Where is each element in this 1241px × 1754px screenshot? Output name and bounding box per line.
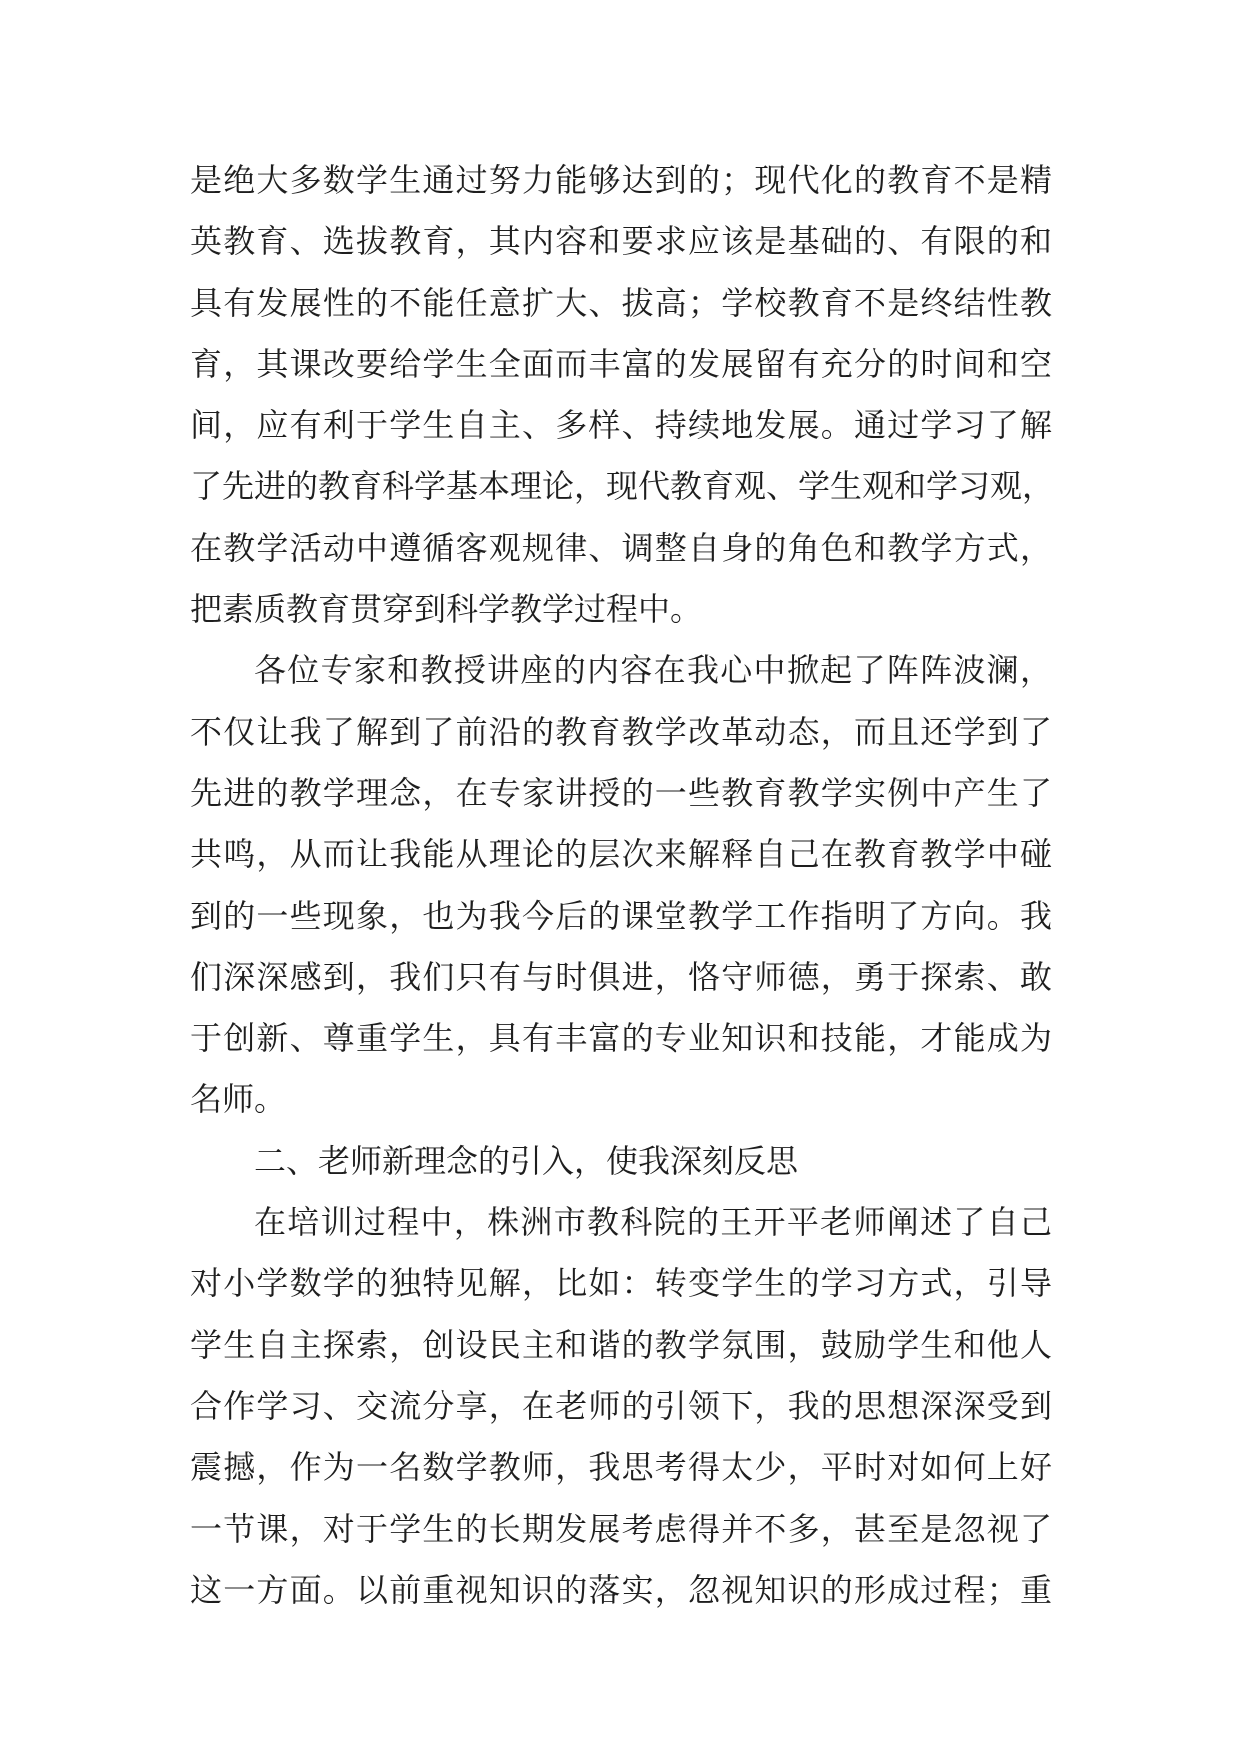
- text-line: 学生自主探索，创设民主和谐的教学氛围，鼓励学生和他人: [190, 1325, 1052, 1364]
- text-line: 在培训过程中，株洲市教科院的王开平老师阐述了自己: [254, 1203, 1052, 1242]
- text-line: 是绝大多数学生通过努力能够达到的；现代化的教育不是精: [190, 161, 1052, 199]
- text-line: 对小学数学的独特见解，比如：转变学生的学习方式，引导: [190, 1264, 1052, 1303]
- text-line: 了先进的教育科学基本理论，现代教育观、学生观和学习观，: [190, 467, 1055, 506]
- text-line: 具有发展性的不能任意扩大、拔高；学校教育不是终结性教: [190, 283, 1052, 322]
- text-line: 把素质教育贯穿到科学教学过程中。: [190, 590, 703, 629]
- text-line: 育，其课改要给学生全面而丰富的发展留有充分的时间和空: [190, 344, 1052, 383]
- text-line: 名师。: [190, 1080, 287, 1119]
- text-line: 于创新、尊重学生，具有丰富的专业知识和技能，才能成为: [190, 1019, 1052, 1058]
- text-line: 一节课，对于学生的长期发展考虑得并不多，甚至是忽视了: [190, 1509, 1052, 1548]
- body-text: [190, 150, 1055, 1621]
- text-line: 这一方面。以前重视知识的落实，忽视知识的形成过程；重: [190, 1570, 1052, 1609]
- text-line: 不仅让我了解到了前沿的教育教学改革动态，而且还学到了: [190, 712, 1052, 751]
- text-line: 到的一些现象，也为我今后的课堂教学工作指明了方向。我: [190, 896, 1052, 935]
- text-line: 各位专家和教授讲座的内容在我心中掀起了阵阵波澜，: [254, 651, 1052, 690]
- text-line: 英教育、选拔教育，其内容和要求应该是基础的、有限的和: [190, 222, 1052, 261]
- text-line: 们深深感到，我们只有与时俱进，恪守师德，勇于探索、敢: [190, 957, 1052, 996]
- text-line: 先进的教学理念，在专家讲授的一些教育教学实例中产生了: [190, 773, 1052, 812]
- text-line: 间，应有利于学生自主、多样、持续地发展。通过学习了解: [190, 406, 1052, 445]
- text-line: 二、老师新理念的引入，使我深刻反思: [254, 1141, 799, 1180]
- text-line: 共鸣，从而让我能从理论的层次来解释自己在教育教学中碰: [190, 835, 1052, 874]
- text-line: 合作学习、交流分享，在老师的引领下，我的思想深深受到: [190, 1386, 1052, 1425]
- text-line: 在教学活动中遵循客观规律、调整自身的角色和教学方式，: [190, 528, 1052, 567]
- text-line: 震撼，作为一名数学教师，我思考得太少，平时对如何上好: [190, 1448, 1052, 1487]
